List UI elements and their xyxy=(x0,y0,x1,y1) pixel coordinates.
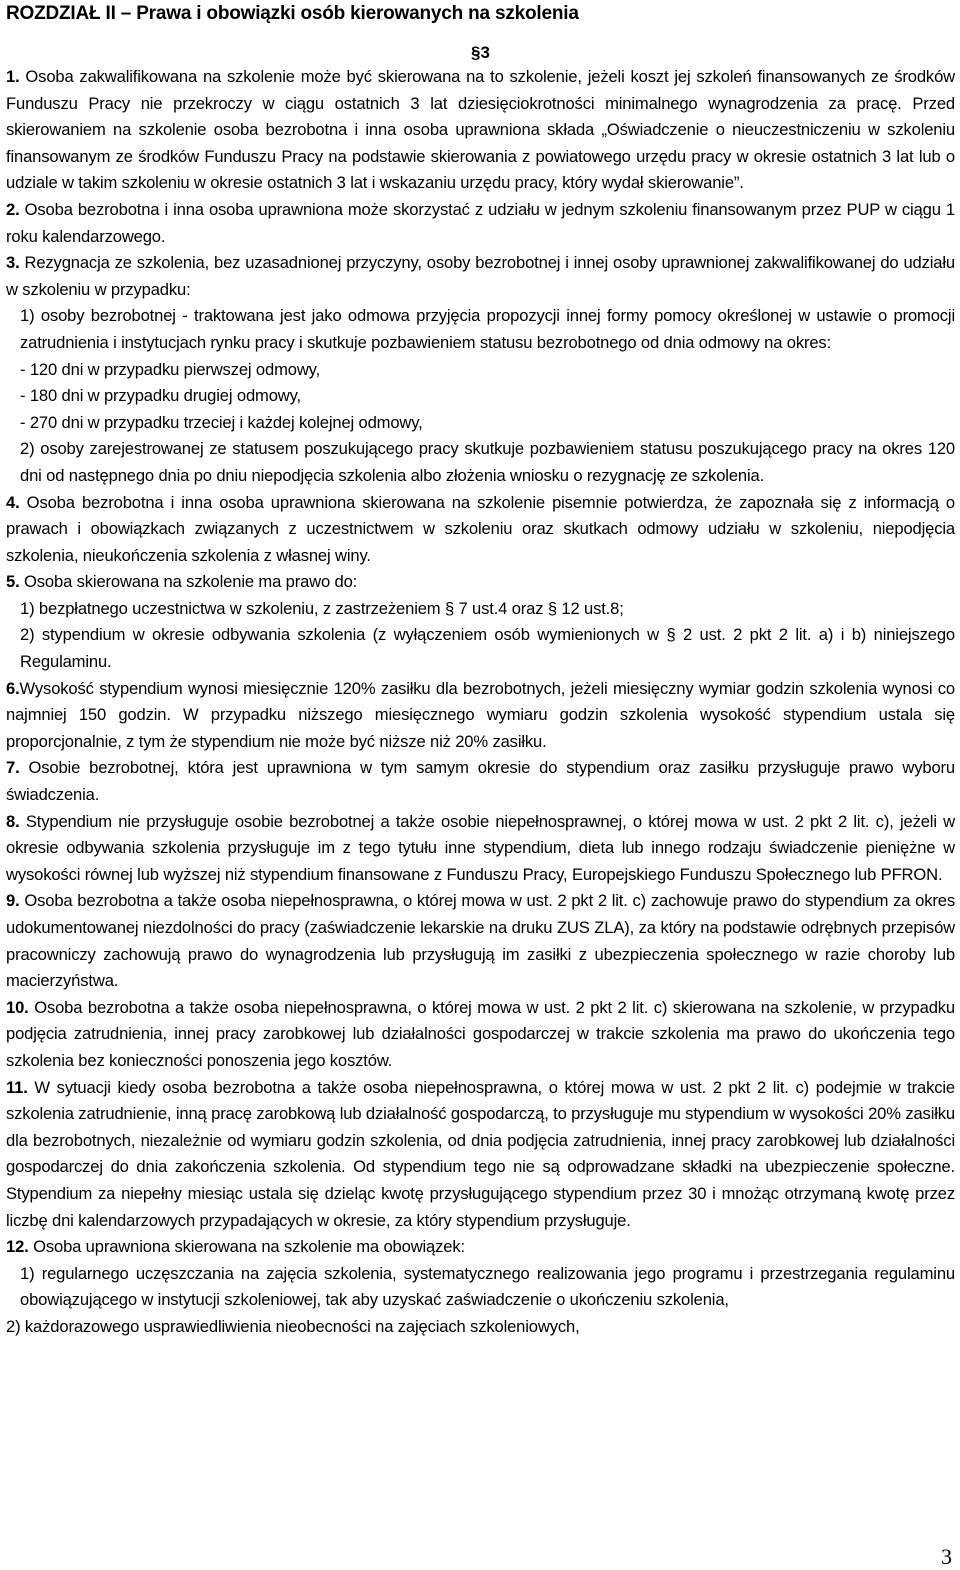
paragraph-text: Osoba bezrobotna a także osoba niepełnosprawna, o której mowa w ust. 2 pkt 2 lit. c) skierowana na szkolenie, w przypadku podjęcia zatrudnienia, innej pracy zarobkowej lub działalności gospodarczej w trakcie szkolenia ma prawo do ukończenia tego szkolenia bez konieczności ponoszenia jego kosztów. xyxy=(6,997,955,1070)
paragraph-2 xyxy=(6,197,955,250)
paragraph-5-point-1: 1) bezpłatnego uczestnictwa w szkoleniu, z zastrzeżeniem § 7 ust.4 oraz § 12 ust.8; xyxy=(20,598,624,618)
paragraph-text: Osoba bezrobotna i inna osoba uprawniona skierowana na szkolenie pisemnie potwierdza, że zapoznała się z informacją o prawach i obowiązkach związanych z uczestnictwem w szkoleniu oraz skutkach odmowy udziału w szkoleniu, niepodjęcia szkolenia, nieukończenia szkolenia z własnej winy. xyxy=(6,492,955,565)
paragraph-text: Osoba bezrobotna i inna osoba uprawniona może skorzystać z udziału w jednym szkoleniu finansowanym przez PUP w ciągu 1 roku kalendarzowego. xyxy=(6,199,955,246)
paragraph-3-point-1: 1) osoby bezrobotnej - traktowana jest jako odmowa przyjęcia propozycji innej formy pomocy określonej w ustawie o promocji zatrudnienia i instytucjach rynku pracy i skutkuje pozbawieniem statusu bezrobotnego od dnia odmowy na okres: xyxy=(20,306,955,352)
paragraph-number: 9. xyxy=(6,891,20,911)
paragraph-11 xyxy=(6,1075,955,1235)
paragraph-6 xyxy=(6,676,955,756)
paragraph-7 xyxy=(6,755,955,808)
paragraph-text: Osoba skierowana na szkolenie ma prawo do: xyxy=(19,572,358,592)
paragraph-text: Osoba bezrobotna a także osoba niepełnosprawna, o której mowa w ust. 2 pkt 2 lit. c) zachowuje prawo do stypendium za okres udokumentowanej niezdolności do pracy (zaświadczenie lekarskie na druku ZUS ZLA), za który na podstawie odrębnych przepisów pracowniczy zachowują prawo do wynagrodzenia lub przysługują im zasiłki z ubezpieczenia społecznego w razie choroby lub macierzyństwa. xyxy=(6,891,955,991)
paragraph-text: Osobie bezrobotnej, która jest uprawniona w tym samym okresie do stypendium oraz zasiłku przysługuje prawo wyboru świadczenia. xyxy=(6,758,955,805)
paragraph-10 xyxy=(6,995,955,1075)
paragraph-3-point-2: 2) osoby zarejestrowanej ze statusem poszukującego pracy skutkuje pozbawieniem statusu poszukującego pracy na okres 120 dni od następnego dnia po dniu niepodjęcia szkolenia albo złożenia wniosku o rezygnację ze szkolenia. xyxy=(20,439,955,485)
paragraph-number: 6. xyxy=(6,678,20,698)
paragraph-12 xyxy=(6,1234,955,1261)
document-page xyxy=(6,0,955,1341)
paragraph-12-point-1: 1) regularnego uczęszczania na zajęcia szkolenia, systematycznego realizowania jego programu i przestrzegania regulaminu obowiązującego w instytucji szkoleniowej, tak aby uzyskać zaświadczenie o ukończeniu szkolenia, xyxy=(20,1263,955,1310)
paragraph-text: Osoba zakwalifikowana na szkolenie może być skierowana na to szkolenie, jeżeli koszt jej szkoleń finansowanych ze środków Funduszu Pracy nie przekroczy w ciągu ostatnich 3 lat dziesięciokrotności minimalnego wynagrodzenia za pracę. Przed skierowaniem na szkolenie osoba bezrobotna i inna osoba uprawniona składa „Oświadczenie o nieuczestniczeniu w szkoleniu finansowanym ze środków Funduszu Pracy na podstawie skierowania z powiatowego urzędu pracy w okresie ostatnich 3 lat lub o udziale w takim szkoleniu w okresie ostatnich 3 lat i wskazaniu urzędu pracy, który wydał skierowanie”. xyxy=(6,67,955,193)
paragraph-number: 1. xyxy=(6,67,20,86)
section-number: §3 xyxy=(471,43,490,62)
paragraph-text: Stypendium nie przysługuje osobie bezrobotnej a także osobie niepełnosprawnej, o której mowa w ust. 2 pkt 2 lit. c), jeżeli w okresie odbywania szkolenia przysługuje im z tego tytułu inne stypendium, dieta lub innego rodzaju świadczenie pieniężne w wysokości równej lub wyższej niż stypendium finansowane z Funduszu Pracy, Europejskiego Funduszu Społecznego lub PFRON. xyxy=(6,811,955,884)
paragraph-text: Rezygnacja ze szkolenia, bez uzasadnionej przyczyny, osoby bezrobotnej i innej osoby uprawnionej zakwalifikowanej do udziału w szkoleniu w przypadku: xyxy=(6,253,955,299)
paragraph-4 xyxy=(6,490,955,570)
paragraph-3 xyxy=(6,250,955,303)
paragraph-number: 2. xyxy=(6,199,20,219)
paragraph-9 xyxy=(6,888,955,994)
paragraph-text: Osoba uprawniona skierowana na szkolenie ma obowiązek: xyxy=(28,1237,465,1257)
paragraph-12-point-2: 2) każdorazowego usprawiedliwienia nieobecności na zajęciach szkoleniowych, xyxy=(6,1316,580,1336)
paragraph-5-point-2: 2) stypendium w okresie odbywania szkolenia (z wyłączeniem osób wymienionych w § 2 ust. 2 pkt 2 lit. a) i b) niniejszego Regulaminu. xyxy=(20,625,955,672)
chapter-title: ROZDZIAŁ II – Prawa i obowiązki osób kierowanych na szkolenia xyxy=(6,3,579,24)
paragraph-number: 10. xyxy=(6,997,29,1017)
paragraph-8 xyxy=(6,809,955,889)
paragraph-number: 8. xyxy=(6,811,20,831)
paragraph-1 xyxy=(6,64,955,197)
paragraph-number: 11. xyxy=(6,1077,28,1097)
paragraph-text: Wysokość stypendium wynosi miesięcznie 120% zasiłku dla bezrobotnych, jeżeli miesięczny wymiar godzin szkolenia wynosi co najmniej 150 godzin. W przypadku niższego miesięcznego wymiaru godzin szkolenia wysokość stypendium ustala się proporcjonalnie, z tym że stypendium nie może być niższe niż 20% zasiłku. xyxy=(6,678,955,751)
paragraph-number: 3. xyxy=(6,253,20,273)
paragraph-3-dash-2: - 180 dni w przypadku drugiej odmowy, xyxy=(20,386,301,406)
paragraph-number: 4. xyxy=(6,492,20,512)
paragraph-text: W sytuacji kiedy osoba bezrobotna a także osoba niepełnosprawna, o której mowa w ust. 2 pkt 2 lit. c) podejmie w trakcie szkolenia zatrudnienie, inną pracę zarobkową lub działalność gospodarczą, to przysługuje mu stypendium w wysokości 20% zasiłku dla bezrobotnych, niezależnie od wymiaru godzin szkolenia, od dnia podjęcia zatrudnienia, innej pracy zarobkowej lub działalności gospodarczej do dnia zakończenia szkolenia. Od stypendium tego nie są odprowadzane składki na ubezpieczenie społeczne. Stypendium za niepełny miesiąc ustala się dzieląc kwotę przysługującego stypendium przez 30 i mnożąc otrzymaną kwotę przez liczbę dni kalendarzowych przypadających w okresie, za który stypendium przysługuje. xyxy=(6,1077,955,1230)
paragraph-3-dash-1: - 120 dni w przypadku pierwszej odmowy, xyxy=(20,359,321,379)
paragraph-5 xyxy=(6,569,955,596)
paragraph-number: 7. xyxy=(6,758,20,778)
paragraph-number: 5. xyxy=(6,572,20,592)
page-number: 3 xyxy=(941,1544,952,1569)
paragraph-3-dash-3: - 270 dni w przypadku trzeciej i każdej kolejnej odmowy, xyxy=(20,412,423,432)
paragraph-number: 12. xyxy=(6,1237,29,1257)
